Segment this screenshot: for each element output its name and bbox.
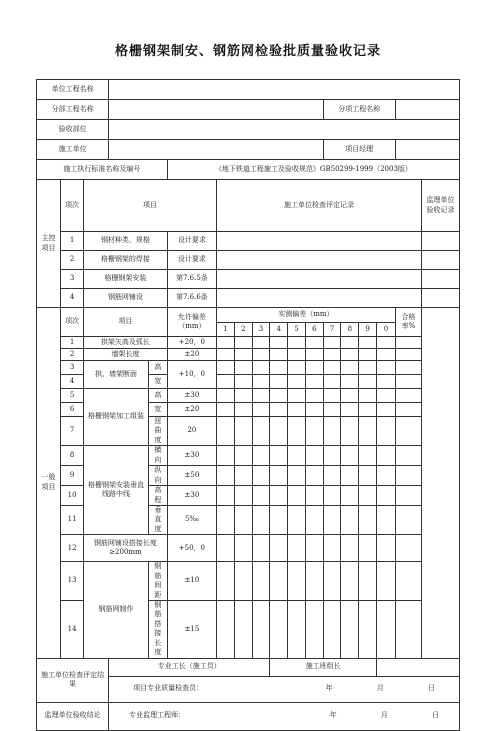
measure-col-header: 7 [323, 323, 341, 337]
measure-cell[interactable] [270, 349, 288, 361]
general-row-group: 格栅钢架安装垂直线路中线 [84, 446, 149, 535]
general-col-measured: 实测偏差（mm） [217, 308, 396, 323]
measure-cell[interactable] [270, 389, 288, 403]
measure-cell[interactable] [270, 505, 288, 534]
measure-col-header: 6 [305, 323, 323, 337]
measure-cell[interactable] [377, 337, 396, 349]
measure-cell[interactable] [305, 535, 323, 562]
measure-cell[interactable] [252, 417, 270, 446]
measure-cell[interactable] [341, 505, 359, 534]
measure-cell[interactable] [377, 375, 396, 389]
measure-col-header: 5 [288, 323, 306, 337]
main-row-supervision[interactable] [422, 232, 460, 251]
general-row-no: 8 [61, 446, 84, 466]
measure-cell[interactable] [305, 562, 323, 601]
main-row-supervision[interactable] [422, 251, 460, 270]
pass-rate-cell[interactable] [395, 375, 421, 389]
measure-cell[interactable] [234, 505, 252, 534]
date-year-label: 年 [325, 684, 333, 693]
measure-cell[interactable] [305, 361, 323, 375]
pass-rate-cell[interactable] [395, 466, 421, 486]
measure-cell[interactable] [217, 601, 235, 659]
pass-rate-cell[interactable] [395, 361, 421, 375]
measure-cell[interactable] [341, 601, 359, 659]
unit-project-value[interactable] [109, 80, 460, 100]
measure-cell[interactable] [288, 505, 306, 534]
measure-cell[interactable] [377, 486, 396, 506]
measure-cell[interactable] [341, 403, 359, 417]
team-leader-label: 施工班组长 [270, 658, 377, 676]
measure-cell[interactable] [234, 403, 252, 417]
measure-cell[interactable] [305, 349, 323, 361]
general-row-sub: 高 [148, 361, 167, 375]
measure-cell[interactable] [288, 601, 306, 659]
general-row-tolerance: 20 [167, 417, 216, 446]
main-row-supervision[interactable] [422, 270, 460, 289]
pass-rate-cell[interactable] [395, 337, 421, 349]
construction-unit-value[interactable] [109, 140, 323, 160]
division-project-label: 分部工程名称 [37, 100, 109, 120]
measure-cell[interactable] [217, 562, 235, 601]
division-project-value[interactable] [109, 100, 323, 120]
measure-cell[interactable] [217, 417, 235, 446]
measure-cell[interactable] [234, 446, 252, 466]
inspection-form [36, 79, 460, 731]
general-row-no: 7 [61, 417, 84, 446]
measure-cell[interactable] [270, 486, 288, 506]
measure-cell[interactable] [377, 601, 396, 659]
measure-cell[interactable] [252, 562, 270, 601]
general-row-sub: 纵向 [148, 466, 167, 486]
measure-cell[interactable] [270, 446, 288, 466]
supervision-conclusion-label: 监理单位验收结论 [37, 702, 109, 730]
measure-cell[interactable] [323, 601, 341, 659]
main-row-no: 2 [61, 251, 84, 270]
measure-cell[interactable] [252, 446, 270, 466]
inspection-part-value[interactable] [109, 120, 460, 140]
measure-cell[interactable] [341, 535, 359, 562]
measure-cell[interactable] [323, 337, 341, 349]
measure-cell[interactable] [341, 389, 359, 403]
measure-cell[interactable] [323, 375, 341, 389]
team-leader-value[interactable] [377, 658, 460, 676]
main-control-section-label: 主控项目 [37, 180, 61, 308]
general-row-tolerance: ±10 [167, 562, 216, 601]
general-row-tolerance: ±30 [167, 486, 216, 506]
measure-cell[interactable] [270, 466, 288, 486]
project-manager-value[interactable] [395, 140, 459, 160]
pass-rate-cell[interactable] [395, 562, 421, 601]
general-row-no: 11 [61, 505, 84, 534]
measure-cell[interactable] [341, 466, 359, 486]
measure-cell[interactable] [323, 403, 341, 417]
main-row-item: 钢筋网铺设 [84, 289, 168, 308]
measure-cell[interactable] [270, 337, 288, 349]
measure-cell[interactable] [217, 486, 235, 506]
measure-cell[interactable] [252, 466, 270, 486]
measure-cell[interactable] [359, 403, 377, 417]
general-row-tolerance: +50，0 [167, 535, 216, 562]
measure-cell[interactable] [252, 389, 270, 403]
main-row-item: 格栅钢架的焊接 [84, 251, 168, 270]
measure-cell[interactable] [305, 601, 323, 659]
supervising-engineer-line[interactable] [109, 702, 460, 730]
measure-cell[interactable] [288, 446, 306, 466]
measure-col-header: 0 [377, 323, 396, 337]
measure-cell[interactable] [377, 446, 396, 466]
measure-cell[interactable] [270, 562, 288, 601]
general-supervision[interactable] [422, 308, 460, 659]
construction-unit-label: 施工单位 [37, 140, 109, 160]
general-col-no: 项次 [61, 308, 84, 337]
measure-col-header: 1 [217, 323, 235, 337]
pass-rate-cell[interactable] [395, 446, 421, 466]
sub-item-project-value[interactable] [395, 100, 459, 120]
measure-cell[interactable] [234, 361, 252, 375]
measure-cell[interactable] [217, 361, 235, 375]
measure-cell[interactable] [252, 375, 270, 389]
measure-cell[interactable] [252, 337, 270, 349]
measure-cell[interactable] [341, 562, 359, 601]
pass-rate-cell[interactable] [395, 403, 421, 417]
measure-cell[interactable] [377, 505, 396, 534]
general-row-tolerance: ±30 [167, 446, 216, 466]
measure-cell[interactable] [234, 375, 252, 389]
general-col-pass: 合格率% [395, 308, 421, 337]
measure-cell[interactable] [377, 403, 396, 417]
measure-cell[interactable] [234, 486, 252, 506]
general-row-tolerance: ±20 [167, 403, 216, 417]
main-row-supervision[interactable] [422, 289, 460, 308]
general-row-tolerance: ±30 [167, 389, 216, 403]
measure-cell[interactable] [359, 535, 377, 562]
general-row-item: 墙架长度 [84, 349, 168, 361]
general-row-tolerance: ±20 [167, 349, 216, 361]
inspection-part-label: 验收部位 [37, 120, 109, 140]
measure-cell[interactable] [305, 446, 323, 466]
measure-cell[interactable] [341, 337, 359, 349]
measure-cell[interactable] [305, 417, 323, 446]
main-row-no: 3 [61, 270, 84, 289]
measure-cell[interactable] [288, 337, 306, 349]
supervising-engineer-label: 专业监理工程师： [129, 711, 186, 720]
measure-cell[interactable] [252, 361, 270, 375]
main-col-item: 项目 [84, 180, 217, 232]
main-col-no: 项次 [61, 180, 84, 232]
measure-cell[interactable] [377, 466, 396, 486]
measure-cell[interactable] [234, 466, 252, 486]
general-row-item: 拱架矢高及弧长 [84, 337, 168, 349]
general-row-no: 9 [61, 466, 84, 486]
measure-cell[interactable] [288, 417, 306, 446]
general-row-sub: 横向 [148, 446, 167, 466]
main-col-supervision: 监理单位验收记录 [422, 180, 460, 232]
pass-rate-cell[interactable] [395, 486, 421, 506]
main-row-record[interactable] [217, 270, 422, 289]
main-row-no: 4 [61, 289, 84, 308]
measure-cell[interactable] [377, 535, 396, 562]
measure-cell[interactable] [288, 535, 306, 562]
measure-cell[interactable] [270, 535, 288, 562]
pass-rate-cell[interactable] [395, 505, 421, 534]
main-row-no: 1 [61, 232, 84, 251]
general-row-no: 3 [61, 361, 84, 375]
page-title: 格栅钢架制安、钢筋网检验批质量验收记录 [114, 44, 381, 59]
measure-cell[interactable] [305, 375, 323, 389]
measure-cell[interactable] [359, 417, 377, 446]
main-row-record[interactable] [217, 232, 422, 251]
measure-cell[interactable] [270, 375, 288, 389]
standard-label: 施工执行标准名称及编号 [37, 160, 168, 180]
measure-cell[interactable] [217, 446, 235, 466]
project-manager-label: 项目经理 [323, 140, 395, 160]
measure-cell[interactable] [341, 446, 359, 466]
measure-cell[interactable] [323, 389, 341, 403]
measure-cell[interactable] [252, 505, 270, 534]
quality-inspector-line[interactable] [109, 676, 460, 702]
main-row-record[interactable] [217, 289, 422, 308]
measure-cell[interactable] [323, 505, 341, 534]
measure-cell[interactable] [270, 417, 288, 446]
measure-cell[interactable] [288, 466, 306, 486]
general-row-tolerance: 5‰ [167, 505, 216, 534]
measure-col-header: 3 [252, 323, 270, 337]
pass-rate-cell[interactable] [395, 535, 421, 562]
measure-cell[interactable] [252, 349, 270, 361]
measure-cell[interactable] [377, 417, 396, 446]
general-row-sub: 扭曲度 [148, 417, 167, 446]
pass-rate-cell[interactable] [395, 349, 421, 361]
measure-cell[interactable] [359, 446, 377, 466]
measure-cell[interactable] [305, 403, 323, 417]
construction-check-label: 施工单位检查评定结果 [37, 658, 109, 702]
measure-cell[interactable] [359, 375, 377, 389]
measure-cell[interactable] [305, 389, 323, 403]
quality-inspector-label: 项目专业质量检查员： [133, 684, 204, 693]
measure-cell[interactable] [252, 486, 270, 506]
general-row-tolerance: ±15 [167, 601, 216, 659]
general-row-sub: 垂直度 [148, 505, 167, 534]
measure-cell[interactable] [234, 337, 252, 349]
measure-cell[interactable] [305, 337, 323, 349]
general-row-no: 2 [61, 349, 84, 361]
measure-cell[interactable] [217, 403, 235, 417]
date-month-label: 月 [380, 711, 388, 720]
measure-cell[interactable] [234, 349, 252, 361]
measure-cell[interactable] [323, 562, 341, 601]
measure-cell[interactable] [305, 466, 323, 486]
measure-cell[interactable] [288, 375, 306, 389]
measure-cell[interactable] [341, 361, 359, 375]
general-row-no: 1 [61, 337, 84, 349]
measure-cell[interactable] [359, 361, 377, 375]
measure-cell[interactable] [217, 375, 235, 389]
measure-col-header: 9 [359, 323, 377, 337]
sub-item-project-label: 分项工程名称 [323, 100, 395, 120]
measure-cell[interactable] [323, 361, 341, 375]
measure-col-header: 8 [341, 323, 359, 337]
measure-cell[interactable] [270, 403, 288, 417]
general-row-no: 5 [61, 389, 84, 403]
measure-cell[interactable] [323, 535, 341, 562]
measure-cell[interactable] [341, 486, 359, 506]
measure-cell[interactable] [341, 349, 359, 361]
general-row-sub: 宽 [148, 375, 167, 389]
foreman-label: 专业工长（施工员） [109, 658, 270, 676]
unit-project-label: 单位工程名称 [37, 80, 109, 100]
standard-value: 《地下铁道工程施工及验收规范》GB50299-1999（2003版） [167, 160, 459, 180]
main-row-item: 钢材种类、规格 [84, 232, 168, 251]
general-section-label: 一般项目 [37, 308, 61, 659]
date-month-label: 月 [376, 684, 384, 693]
general-row-group: 格栅钢架加工组装 [84, 389, 149, 446]
general-row-sub: 钢筋间距 [148, 562, 167, 601]
measure-cell[interactable] [217, 389, 235, 403]
measure-cell[interactable] [359, 505, 377, 534]
main-col-record: 施工单位检查评定记录 [217, 180, 422, 232]
measure-cell[interactable] [359, 562, 377, 601]
measure-cell[interactable] [359, 337, 377, 349]
date-year-label: 年 [329, 711, 337, 720]
general-row-item: 钢筋网铺设搭接长度≥200mm [84, 535, 168, 562]
measure-cell[interactable] [234, 562, 252, 601]
measure-cell[interactable] [359, 349, 377, 361]
general-row-tolerance: +10，0 [167, 361, 216, 389]
measure-cell[interactable] [341, 417, 359, 446]
general-col-tolerance: 允许偏差（mm） [167, 308, 216, 337]
general-row-sub: 高 [148, 389, 167, 403]
general-row-tolerance: +20，0 [167, 337, 216, 349]
measure-cell[interactable] [252, 403, 270, 417]
measure-cell[interactable] [341, 375, 359, 389]
measure-cell[interactable] [359, 466, 377, 486]
main-row-record[interactable] [217, 251, 422, 270]
measure-cell[interactable] [359, 601, 377, 659]
measure-cell[interactable] [377, 562, 396, 601]
general-row-no: 10 [61, 486, 84, 506]
measure-col-header: 4 [270, 323, 288, 337]
measure-cell[interactable] [288, 562, 306, 601]
measure-cell[interactable] [288, 389, 306, 403]
measure-cell[interactable] [359, 486, 377, 506]
measure-cell[interactable] [270, 601, 288, 659]
general-row-sub: 宽 [148, 403, 167, 417]
measure-cell[interactable] [217, 349, 235, 361]
measure-cell[interactable] [323, 446, 341, 466]
date-day-label: 日 [428, 684, 436, 693]
main-row-item: 格栅钢架安装 [84, 270, 168, 289]
measure-cell[interactable] [217, 466, 235, 486]
measure-cell[interactable] [323, 486, 341, 506]
pass-rate-cell[interactable] [395, 389, 421, 403]
measure-cell[interactable] [359, 389, 377, 403]
main-row-req: 设计要求 [167, 232, 216, 251]
main-row-req: 第7.6.6条 [167, 289, 216, 308]
general-row-no: 6 [61, 403, 84, 417]
measure-cell[interactable] [217, 535, 235, 562]
measure-cell[interactable] [323, 349, 341, 361]
measure-cell[interactable] [217, 337, 235, 349]
measure-cell[interactable] [234, 389, 252, 403]
measure-cell[interactable] [288, 349, 306, 361]
measure-cell[interactable] [323, 417, 341, 446]
general-row-no: 13 [61, 562, 84, 601]
measure-cell[interactable] [252, 535, 270, 562]
pass-rate-cell[interactable] [395, 601, 421, 659]
general-row-group: 拱、墙架断面 [84, 361, 149, 389]
measure-cell[interactable] [377, 361, 396, 375]
general-row-no: 14 [61, 601, 84, 659]
general-row-no: 12 [61, 535, 84, 562]
general-row-group: 钢筋网制作 [84, 562, 149, 658]
main-row-req: 设计要求 [167, 251, 216, 270]
measure-cell[interactable] [270, 361, 288, 375]
measure-col-header: 2 [234, 323, 252, 337]
measure-cell[interactable] [288, 486, 306, 506]
general-row-no: 4 [61, 375, 84, 389]
date-day-label: 日 [432, 711, 440, 720]
general-row-sub: 高程 [148, 486, 167, 506]
measure-cell[interactable] [288, 403, 306, 417]
general-col-item: 项目 [84, 308, 168, 337]
measure-cell[interactable] [288, 361, 306, 375]
measure-cell[interactable] [305, 486, 323, 506]
general-row-tolerance: ±50 [167, 466, 216, 486]
measure-cell[interactable] [323, 466, 341, 486]
measure-cell[interactable] [305, 505, 323, 534]
measure-cell[interactable] [217, 505, 235, 534]
measure-cell[interactable] [377, 389, 396, 403]
pass-rate-cell[interactable] [395, 417, 421, 446]
measure-cell[interactable] [234, 535, 252, 562]
main-row-req: 第7.6.5条 [167, 270, 216, 289]
measure-cell[interactable] [377, 349, 396, 361]
measure-cell[interactable] [234, 601, 252, 659]
general-row-sub: 钢筋搭接长度 [148, 601, 167, 659]
measure-cell[interactable] [234, 417, 252, 446]
measure-cell[interactable] [252, 601, 270, 659]
